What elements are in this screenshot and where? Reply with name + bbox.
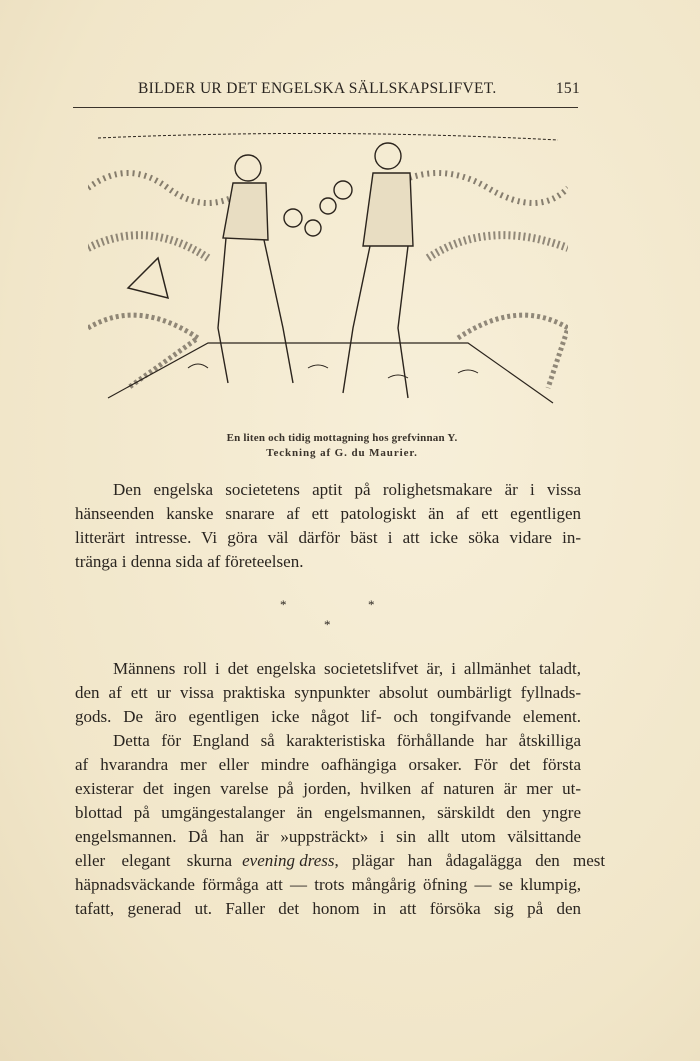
header-title: BILDER UR DET ENGELSKA SÄLLSKAPSLIFVET. <box>138 80 497 97</box>
page-number: 151 <box>555 80 580 97</box>
text-line: tafatt, generad ut. Faller det honom in att försöka sig på den <box>75 899 581 918</box>
paragraph-1 <box>75 478 581 574</box>
text-line: litterärt intresse. Vi göra väl därför bäst i att icke söka vidare in- <box>75 528 581 547</box>
boxing-illustration <box>88 128 568 418</box>
text-line: hänseenden kanske snarare af ett patologiskt än af ett egentligen <box>75 504 581 523</box>
section-asterisk: * <box>280 597 287 612</box>
text-line: Männens roll i det engelska societetslifvet är, i allmänhet taladt, <box>113 659 581 678</box>
text-line: den af ett ur vissa praktiska synpunkter absolut oumbärligt fyllnads- <box>75 683 581 702</box>
section-asterisk: * <box>324 617 331 632</box>
illustration-credit: Teckning af G. du Maurier. <box>266 447 418 459</box>
text-line: häpnadsväckande förmåga att — trots mångårig öfning — se klumpig, <box>75 875 581 894</box>
text-segment: , plägar han ådagalägga den mest <box>334 851 606 870</box>
illustration-caption: En liten och tidig mottagning hos grefvinnan Y. <box>226 432 458 444</box>
text-line: blottad på umgängestalanger än engelsmannen, särskildt den yngre <box>75 803 581 822</box>
text-line-italic <box>75 849 606 873</box>
text-line: Detta för England så karakteristiska förhållande har åtskilliga <box>113 731 581 750</box>
text-line: gods. De äro egentligen icke något lif- och tongifvande element. <box>75 707 581 726</box>
text-line: af hvarandra mer eller mindre oafhängiga orsaker. För det första <box>75 755 581 774</box>
boxer-right <box>320 143 413 398</box>
text-line: Den engelska societetens aptit på rolighetsmakare är i vissa <box>113 480 581 499</box>
audience-crowd <box>88 173 568 388</box>
text-line: existerar det ingen varelse på jorden, hvilken af naturen är mer ut- <box>75 779 581 798</box>
text-segment: eller elegant skurna <box>75 851 233 870</box>
italic-phrase: evening dress <box>242 851 335 870</box>
text-line: engelsmannen. Då han är »uppsträckt» i sin allt utom välsittande <box>75 827 581 846</box>
boxer-left <box>218 155 321 383</box>
header-rule <box>73 107 578 108</box>
text-line: tränga i denna sida af företeelsen. <box>75 552 304 571</box>
paragraph-2 <box>75 657 606 921</box>
section-asterisk: * <box>368 597 375 612</box>
